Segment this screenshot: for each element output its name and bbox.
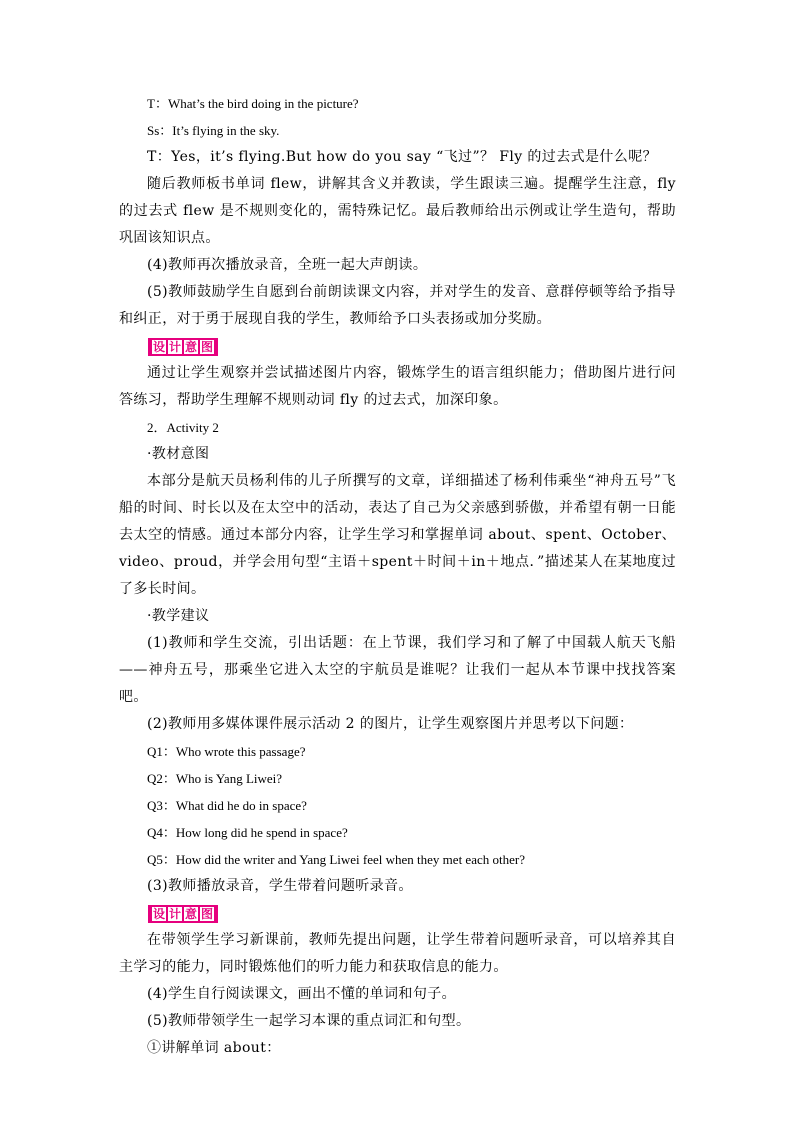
badge-char: 设 xyxy=(153,339,166,354)
badge-char: 计 xyxy=(169,339,182,354)
activity-2-heading: 2．Activity 2 xyxy=(147,420,219,435)
badge-char: 图 xyxy=(201,906,214,921)
suggestion-step-2: (2)教师用多媒体课件展示活动 2 的图片，让学生观察图片并思考以下问题： xyxy=(147,716,634,732)
suggestion-step-5: (5)教师带领学生一起学习本课的重点词汇和句型。 xyxy=(147,1013,471,1029)
teaching-suggestion-heading: ·教学建议 xyxy=(147,608,210,624)
material-intent-heading: ·教材意图 xyxy=(147,446,210,462)
step-5-student-reading: (5)教师鼓励学生自愿到台前朗读课文内容，并对学生的发音、意群停顿等给予指导和纠正，对于勇于展现自我的学生，教师给予口头表扬或加分奖励。 xyxy=(119,284,676,327)
material-intent-body: 本部分是航天员杨利伟的儿子所撰写的文章，详细描述了杨利伟乘坐“神舟五号”飞船的时间、时长以及在太空中的活动，表达了自己为父亲感到骄傲，并希望有朝一日能去太空的情感。通过本部分内容，让学生学习和掌握单词 about、spent、October、video、proud，并学会用句型“主语＋spent＋时间＋in＋地点．”描述某人在某地度过了多长时间。 xyxy=(119,473,676,597)
suggestion-step-1: (1)教师和学生交流，引出话题：在上节课，我们学习和了解了中国载人航天飞船——神舟五号，那乘坐它进入太空的宇航员是谁呢？让我们一起从本节课中找找答案吧。 xyxy=(119,635,676,705)
design-intent-text-2: 在带领学生学习新课前，教师先提出问题，让学生带着问题听录音，可以培养其自主学习的能力，同时锻炼他们的听力能力和获取信息的能力。 xyxy=(119,932,676,975)
step-4-read-aloud: (4)教师再次播放录音，全班一起大声朗读。 xyxy=(147,257,428,273)
question-q4: Q4：How long did he spend in space? xyxy=(147,825,348,840)
dialogue-teacher-question: T：What’s the bird doing in the picture? xyxy=(147,96,359,111)
paragraph-flew: 随后教师板书单词 flew，讲解其含义并教读，学生跟读三遍。提醒学生注意，fly 的过去式 flew 是不规则变化的，需特殊记忆。最后教师给出示例或让学生造句，帮助巩固该知识点。 xyxy=(119,176,676,246)
question-q3: Q3：What did he do in space? xyxy=(147,798,307,813)
question-q2: Q2：Who is Yang Liwei? xyxy=(147,771,283,786)
question-q5: Q5：How did the writer and Yang Liwei feel when they met each other? xyxy=(147,852,525,867)
document-page xyxy=(119,90,676,1062)
design-intent-badge xyxy=(148,905,218,923)
badge-char: 图 xyxy=(201,339,214,354)
suggestion-step-5-1: ①讲解单词 about： xyxy=(147,1040,281,1056)
badge-char: 设 xyxy=(153,906,166,921)
badge-char: 意 xyxy=(185,339,198,354)
design-intent-badge-row xyxy=(119,333,676,360)
design-intent-badge xyxy=(148,338,218,356)
badge-char: 意 xyxy=(185,906,198,921)
badge-char: 计 xyxy=(169,906,182,921)
dialogue-students-answer: Ss：It’s flying in the sky. xyxy=(147,123,280,138)
design-intent-badge-row xyxy=(119,900,676,927)
suggestion-step-4: (4)学生自行阅读课文，画出不懂的单词和句子。 xyxy=(147,986,457,1002)
suggestion-step-3: (3)教师播放录音，学生带着问题听录音。 xyxy=(147,878,413,894)
design-intent-text-1: 通过让学生观察并尝试描述图片内容，锻炼学生的语言组织能力；借助图片进行问答练习，帮助学生理解不规则动词 fly 的过去式，加深印象。 xyxy=(119,365,676,408)
question-q1: Q1：Who wrote this passage? xyxy=(147,744,306,759)
dialogue-teacher-followup: T：Yes，it’s flying.But how do you say “飞过”？ Fly 的过去式是什么呢？ xyxy=(147,149,658,165)
